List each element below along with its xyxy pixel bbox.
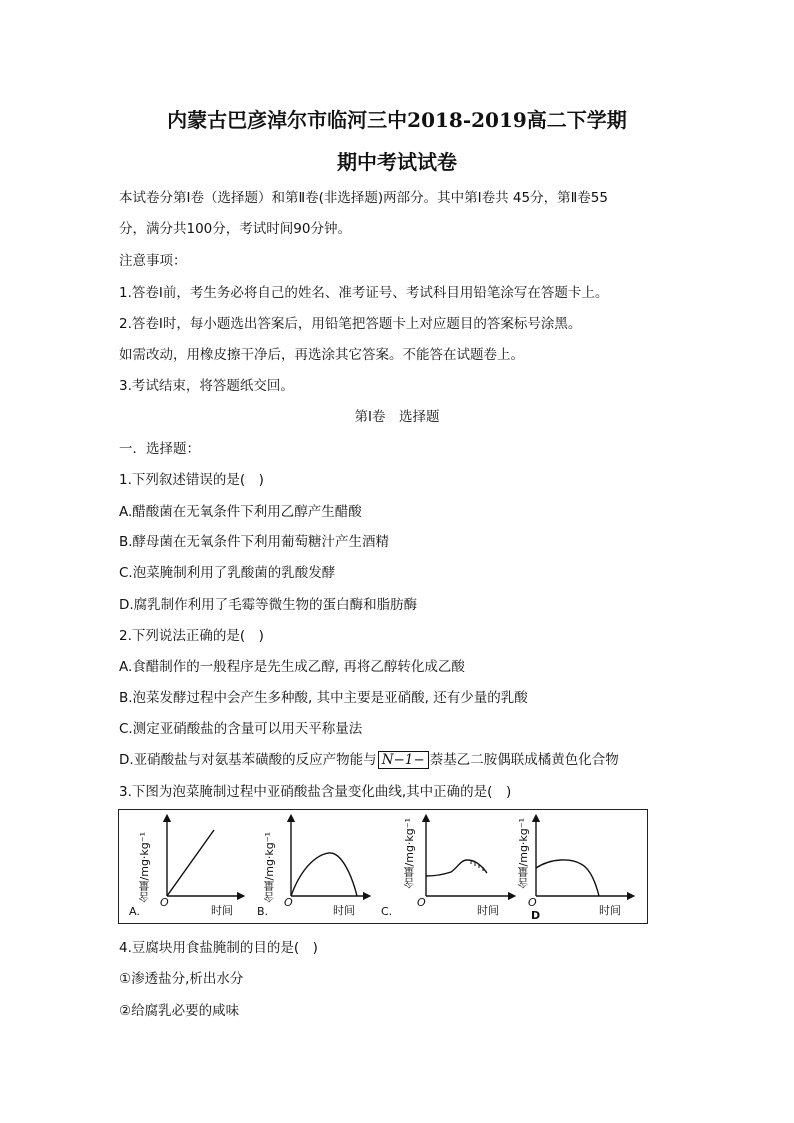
q2-option-a: A.食醋制作的一般程序是先生成乙醇, 再将乙醇转化成乙酸 bbox=[119, 659, 465, 675]
q1-stem: 1.下列叙述错误的是( ) bbox=[119, 472, 264, 488]
intro-line-1: 本试卷分第Ⅰ卷（选择题）和第Ⅱ卷(非选择题)两部分。其中第Ⅰ卷共 45分，第Ⅱ卷55 bbox=[119, 190, 608, 206]
q1-option-d: D.腐乳制作利用了毛霉等微生物的蛋白酶和脂肪酶 bbox=[119, 597, 418, 613]
panel-c-label: C. bbox=[381, 905, 393, 918]
graph-b-origin: O bbox=[284, 896, 293, 909]
q2-stem: 2.下列说法正确的是( ) bbox=[119, 628, 264, 644]
graph-c-xlabel: 时间 bbox=[477, 904, 499, 917]
q4-stem: 4.豆腐块用食盐腌制的目的是( ) bbox=[119, 940, 318, 956]
panel-b-label: B. bbox=[257, 905, 269, 918]
q1-option-c: C.泡菜腌制利用了乳酸菌的乳酸发酵 bbox=[119, 565, 336, 581]
q3-stem: 3.下图为泡菜腌制过程中亚硝酸盐含量变化曲线,其中正确的是( ) bbox=[119, 784, 512, 800]
graph-b-curve bbox=[291, 853, 357, 896]
panel-a-label: A. bbox=[129, 905, 140, 918]
graph-a-axes bbox=[167, 818, 241, 896]
notice-heading: 注意事项： bbox=[119, 253, 187, 269]
notice-3: 3.考试结束，将答题纸交回。 bbox=[119, 378, 294, 394]
notice-1: 1.答卷Ⅰ前，考生务必将自己的姓名、准考证号、考试科目用铅笔涂写在答题卡上。 bbox=[119, 285, 609, 301]
title-line-1: 内蒙古巴彦淖尔市临河三中2018-2019高二下学期 bbox=[167, 108, 627, 132]
q1-option-a: A.醋酸菌在无氧条件下利用乙醇产生醋酸 bbox=[119, 504, 362, 520]
section-title: 第Ⅰ卷 选择题 bbox=[354, 409, 440, 425]
graph-d-axes bbox=[536, 818, 631, 896]
q2-option-b: B.泡菜发酵过程中会产生多种酸, 其中主要是亚硝酸, 还有少量的乳酸 bbox=[119, 690, 528, 706]
q4-option-2: ②给腐乳必要的咸味 bbox=[119, 1003, 240, 1019]
graph-a-ylabel: 含量/mg·kg⁻¹ bbox=[138, 832, 151, 903]
q2-option-d-prefix: D.亚硝酸盐与对氨基苯磺酸的反应产物能与 bbox=[119, 752, 377, 768]
graph-b-ylabel: 含量/mg·kg⁻¹ bbox=[263, 832, 276, 903]
graph-b-xlabel: 时间 bbox=[333, 904, 355, 917]
graph-a-curve bbox=[167, 830, 214, 896]
title-line-2: 期中考试试卷 bbox=[337, 150, 457, 174]
graph-d-ylabel: 含量/mg·kg⁻¹ bbox=[517, 818, 530, 889]
graph-a-origin: O bbox=[160, 896, 169, 909]
formula-box: N−1− bbox=[378, 751, 429, 769]
graph-c-ylabel: 含量/mg·kg⁻¹ bbox=[403, 818, 416, 889]
intro-line-2: 分，满分共100分，考试时间90分钟。 bbox=[119, 221, 351, 237]
graph-c-origin: O bbox=[417, 896, 426, 909]
part-heading: 一．选择题： bbox=[119, 441, 200, 457]
graph-d-curve bbox=[536, 860, 599, 896]
graph-c-curve bbox=[426, 860, 487, 876]
graph-a-xlabel: 时间 bbox=[211, 904, 233, 917]
q4-option-1: ①渗透盐分,析出水分 bbox=[119, 971, 244, 987]
graph-d-xlabel: 时间 bbox=[599, 904, 621, 917]
notice-2b: 如需改动，用橡皮擦干净后，再选涂其它答案。不能答在试题卷上。 bbox=[119, 347, 524, 363]
graph-d-origin: O bbox=[528, 896, 537, 909]
q1-option-b: B.酵母菌在无氧条件下利用葡萄糖汁产生酒精 bbox=[119, 534, 390, 550]
graph-c-axes bbox=[426, 818, 512, 896]
graph-b-axes bbox=[291, 818, 367, 896]
q2-option-c: C.测定亚硝酸盐的含量可以用天平称量法 bbox=[119, 721, 363, 737]
notice-2: 2.答卷Ⅰ时，每小题选出答案后，用铅笔把答题卡上对应题目的答案标号涂黑。 bbox=[119, 316, 582, 332]
q3-figure bbox=[118, 809, 648, 924]
q2-option-d-suffix: 萘基乙二胺偶联成橘黄色化合物 bbox=[429, 752, 619, 768]
panel-d-label: D bbox=[531, 909, 541, 922]
q2-option-d bbox=[119, 748, 619, 769]
